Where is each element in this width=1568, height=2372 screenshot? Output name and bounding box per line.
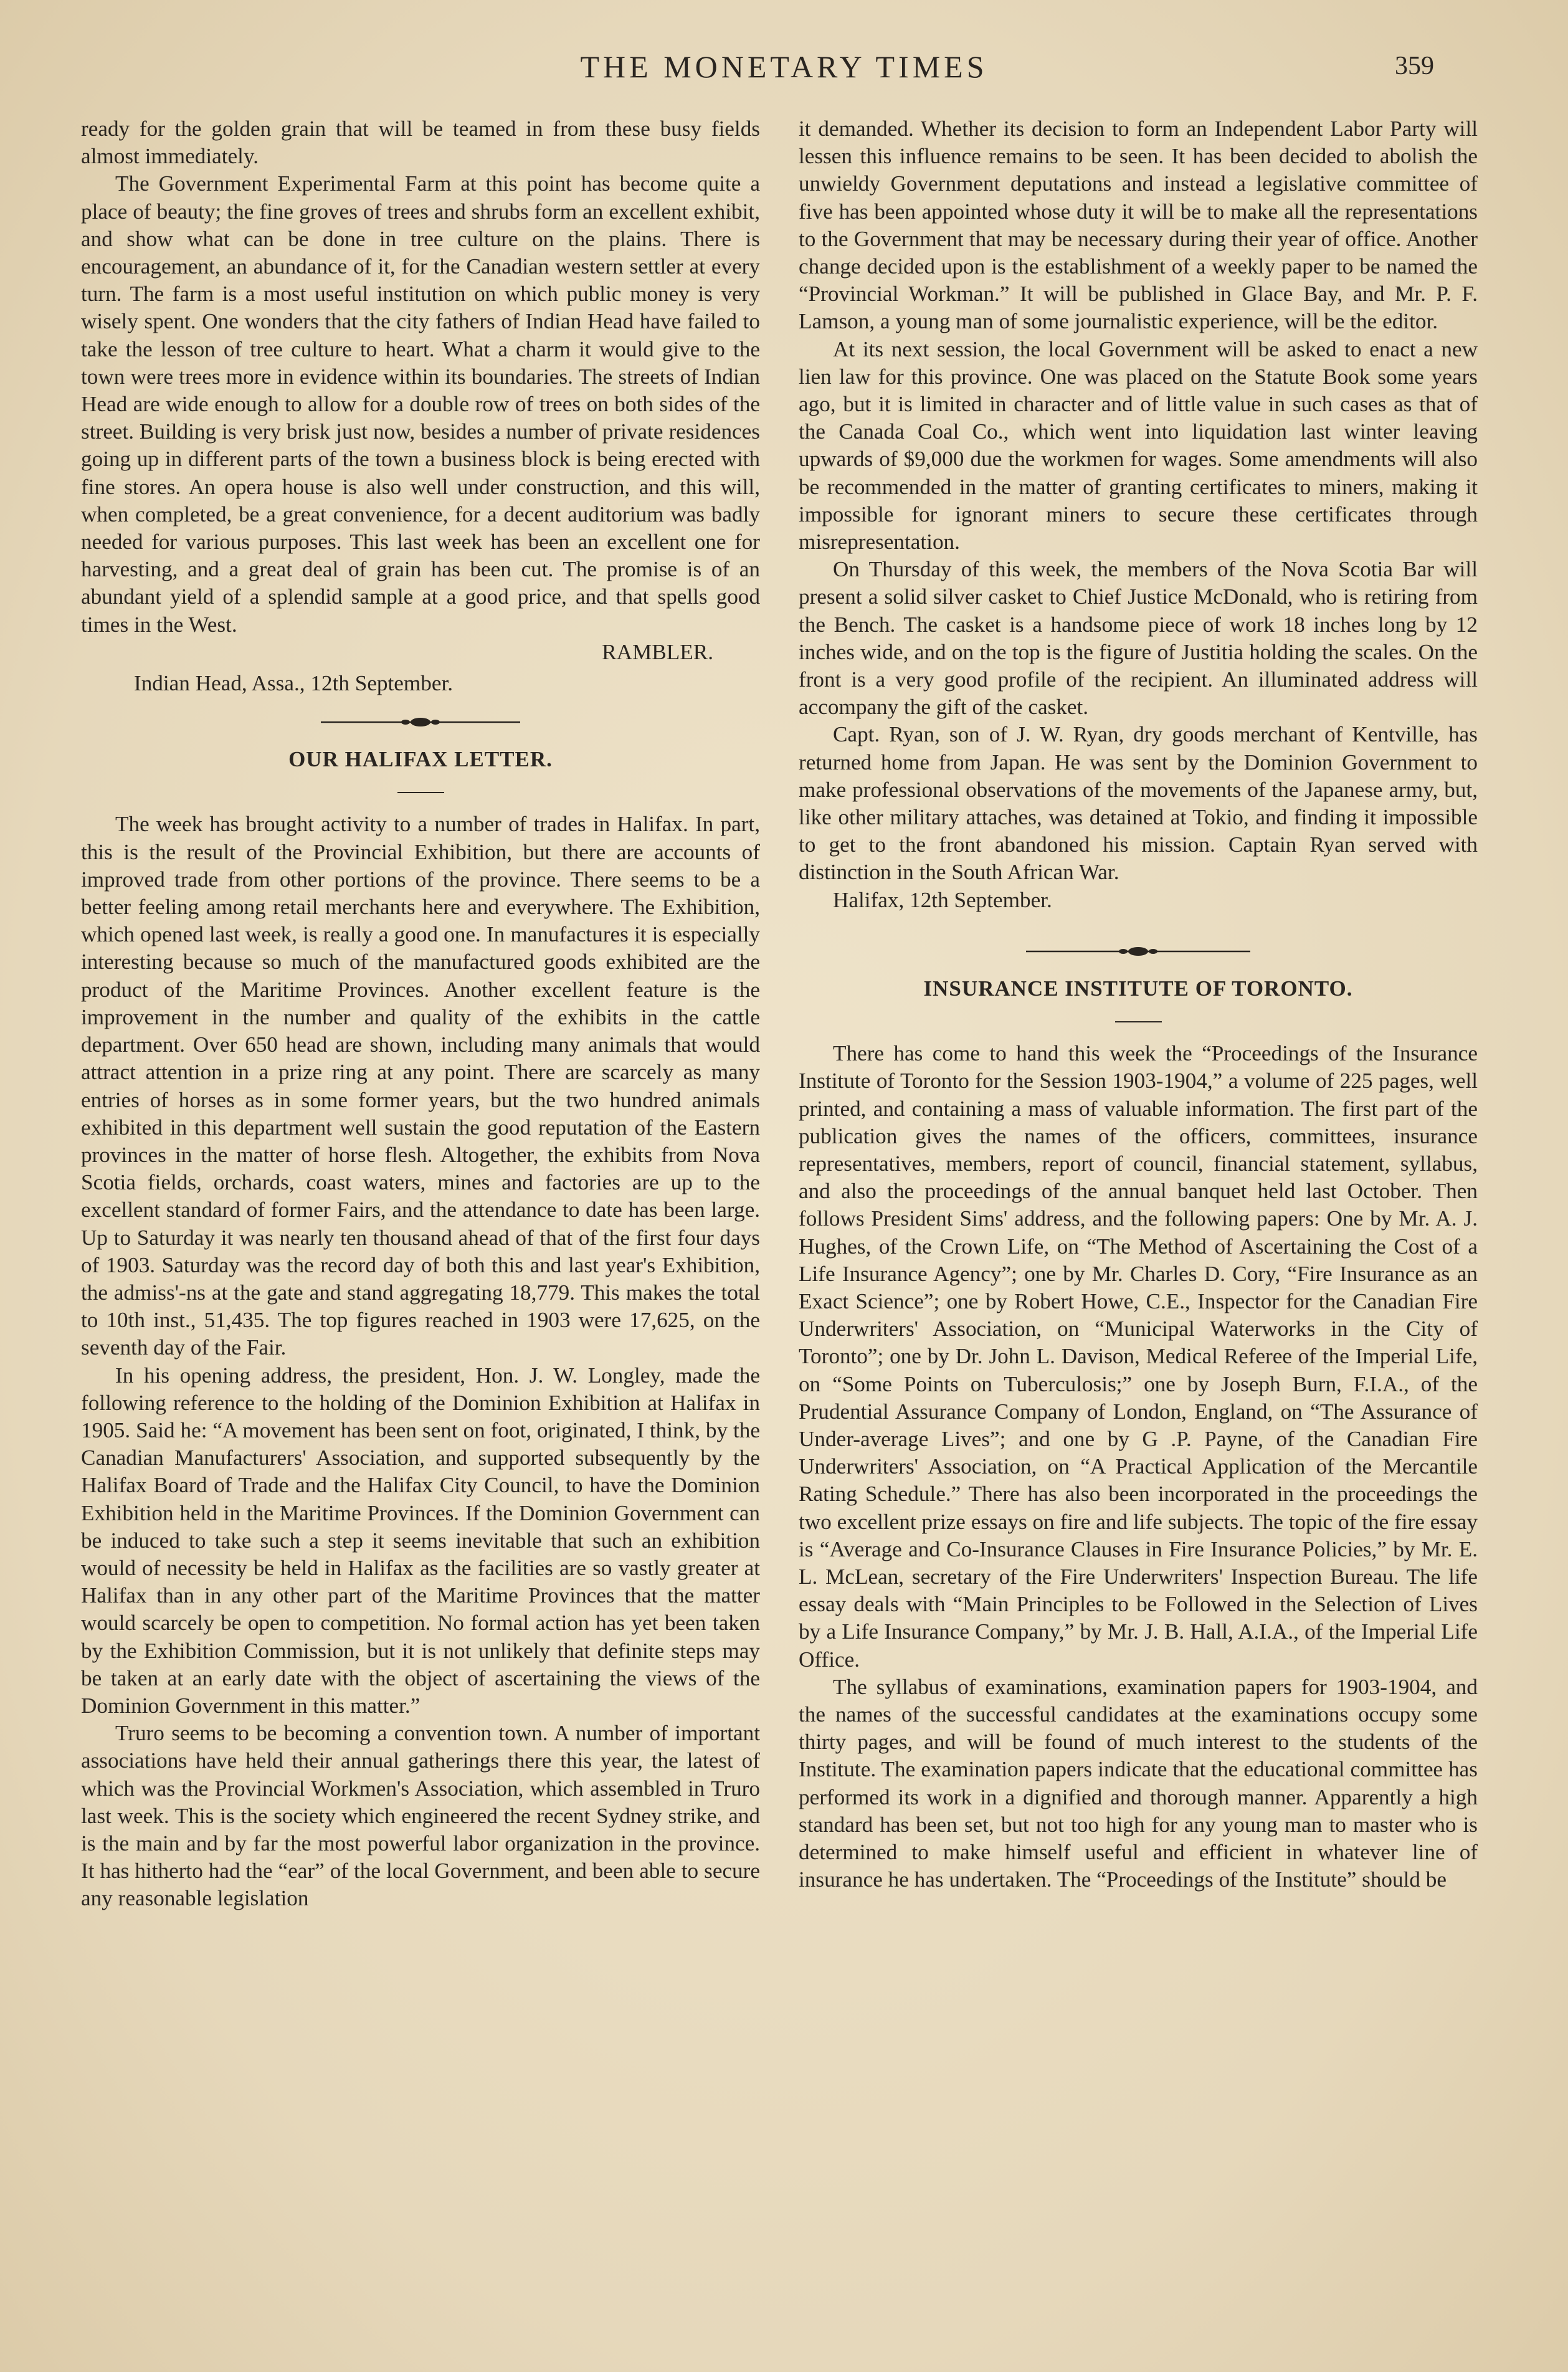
article-paragraph: There has come to hand this week the “Proceedings of the Insurance Institute of Toronto for the Session 1903-1904,” a volume of 225 pages, well printed, and containing a mass of valuable information. The first part of the publication gives the names of the officers, committees, insurance representatives, members, report of council, financial statement, syllabus, and also the proceedings of the annual banquet held last October. Then follows President Sims' address, and the following papers: One by Mr. A. J. Hughes, of the Crown Life, on “The Method of Ascertaining the Cost of a Life Insurance Agency”; one by Mr. Charles D. Cory, “Fire Insurance as an Exact Science”; one by Robert Howe, C.E., Inspector for the Canadian Fire Underwriters' Association, on “Municipal Waterworks in the City of Toronto”; one by Dr. John L. Davison, Medical Referee of the Imperial Life, on “Some Points on Tuberculosis;” one by Joseph Burn, F.I.A., of the Prudential Assurance Company of London, England, on “The Assurance of Under-average Lives”; and one by G .P. Payne, of the Canadian Fire Underwriters' Association, on “A Practical Application of the Mercantile Rating Schedule.” There has also been incorporated in the proceedings the two excellent prize essays on fire and life subjects. The topic of the fire essay is “Average and Co-Insurance Clauses in Fire Insurance Policies,” by Mr. E. L. McLean, secretary of the Fire Underwriters' Inspection Bureau. The life essay deals with “Main Principles to be Followed in the Selection of Lives by a Life Insurance Company,” by Mr. J. B. Hall, A.I.A., of the Imperial Life Office. (799, 1041, 1478, 1672)
article-paragraph: The week has brought activity to a number of trades in Halifax. In part, this is the result of the Provincial Exhibition, but there are accounts of improved trade from other portions of the province. There seems to be a better feeling among retail merchants here and everywhere. The Exhibition, which opened last week, is really a good one. In manufactures it is especially interesting because so much of the manufactured goods exhibited are the product of the Maritime Provinces. Another excellent feature is the improvement in the number and quality of the exhibits in the cattle department. Over 650 head are shown, including many animals that would attract attention in a prize ring at any point. There are scarcely as many entries of horses as in some former years, but the two hundred animals exhibited in this department well sustain the good reputation of the Eastern provinces in the matter of horse flesh. Altogether, the exhibits from Nova Scotia fields, orchards, coast waters, mines and factories are up to the excellent standard of former Fairs, and the attendance to date has been large. Up to Saturday it was nearly ten thousand ahead of that of the first four days of 1903. Saturday was the record day of both this and last year's Exhibition, the admiss'-ns at the gate and stand aggregating 18,779. This makes the total to 10th inst., 51,435. The top figures reached in 1903 were 17,625, on the seventh day of the Fair. (81, 812, 760, 1360)
section-divider-ornament (81, 711, 760, 733)
section-heading: INSURANCE INSTITUTE OF TORONTO. (923, 976, 1353, 1001)
left-column (81, 115, 760, 1913)
publication-title: THE MONETARY TIMES (580, 49, 988, 84)
running-header (0, 49, 1568, 98)
article-paragraph: it demanded. Whether its decision to form an Independent Labor Party will lessen this influence remains to be seen. It has been decided to abolish the unwieldy Government deputations and instead a legislative committee of five has been appointed whose duty it will be to make all the representations to the Government that may be necessary during their year of office. Another change decided upon is the establishment of a weekly paper to be named the “Provincial Workman.” It will be published in Glace Bay, and Mr. P. F. Lamson, a young man of some journalistic experience, will be the editor. (799, 117, 1478, 334)
article-paragraph: Capt. Ryan, son of J. W. Ryan, dry goods merchant of Kentville, has returned home from Japan. He was sent by the Dominion Government to make professional observations of the movements of the Japanese army, but, like other military attaches, was detained at Tokio, and finding it impossible to get to the front abandoned his mission. Captain Ryan served with distinction in the South African War. (799, 722, 1478, 885)
author-signature: RAMBLER. (602, 639, 713, 664)
heading-rule (397, 792, 444, 793)
ornament-rule-icon (1026, 945, 1250, 958)
article-dateline: Halifax, 12th September. (833, 887, 1052, 912)
article-paragraph: The syllabus of examinations, examination papers for 1903-1904, and the names of the successful candidates at the examinations occupy some thirty pages, and will be found of much interest to the students of the Institute. The examination papers indicate that the educational committee has performed its work in a dignified and thorough manner. Apparently a high standard has been set, but not too high for any young man to master who is determined to make himself useful and efficient in whatever line of insurance he has undertaken. The “Proceedings of the Institute” should be (799, 1674, 1478, 1892)
page-number: 359 (1395, 52, 1434, 80)
article-dateline: Indian Head, Assa., 12th September. (134, 671, 454, 696)
heading-rule (1115, 1021, 1162, 1022)
ornament-rule-icon (321, 716, 520, 728)
right-column (799, 115, 1478, 1893)
article-paragraph: At its next session, the local Government will be asked to enact a new lien law for this province. One was placed on the Statute Book some years ago, but it is limited in character and of little value in such cases as that of the Canada Coal Co., which went into liquidation last winter leaving upwards of $9,000 due the workmen for wages. Some amendments will also be recommended in the matter of granting certificates to miners, making it impossible for ignorant miners to secure these certificates through misrepresentation. (799, 336, 1478, 555)
section-divider-ornament (799, 940, 1478, 963)
section-heading: OUR HALIFAX LETTER. (288, 747, 553, 772)
article-paragraph: ready for the golden grain that will be teamed in from these busy fields almost immediately. (81, 117, 760, 169)
article-paragraph: On Thursday of this week, the members of the Nova Scotia Bar will present a solid silver casket to Chief Justice McDonald, who is retiring from the Bench. The casket is a handsome piece of work 18 inches long by 12 inches wide, and on the top is the figure of Justitia holding the scales. On the front is a very good profile of the recipient. An illuminated address will accompany the gift of the casket. (799, 557, 1478, 720)
article-paragraph: The Government Experimental Farm at this point has become quite a place of beauty; the fine groves of trees and shrubs form an excellent exhibit, and show what can be done in tree culture on the plains. There is encouragement, an abundance of it, for the Canadian western settler at every turn. The farm is a most useful institution on which public money is very wisely spent. One wonders that the city fathers of Indian Head have failed to take the lesson of tree culture to heart. What a charm it would give to the town were trees more in evidence within its boundaries. The streets of Indian Head are wide enough to allow for a double row of trees on both sides of the street. Building is very brisk just now, besides a number of private residences going up in different parts of the town a business block is being erected with fine stores. An opera house is also well under construction, and this will, when completed, be a great convenience, for a decent auditorium was badly needed for various purposes. This last week has been an excellent one for harvesting, and a great deal of grain has been cut. The promise is of an abundant yield of a splendid sample at a good price, and that spells good times in the West. (81, 171, 760, 637)
article-paragraph: Truro seems to be becoming a convention town. A number of important associations have held their annual gatherings there this year, the latest of which was the Provincial Workmen's Association, which assembled in Truro last week. This is the society which engineered the recent Sydney strike, and is the main and by far the most powerful labor organization in the province. It has hitherto had the “ear” of the local Government, and been able to secure any reasonable legislation (81, 1721, 760, 1911)
article-paragraph: In his opening address, the president, Hon. J. W. Longley, made the following reference to the holding of the Dominion Exhibition at Halifax in 1905. Said he: “A movement has been sent on foot, originated, I think, by the Canadian Manufacturers' Association, and supported subsequently by the Halifax Board of Trade and the Halifax City Council, to have the Dominion Exhibition held in the Maritime Provinces. If the Dominion Government can be induced to take such a step it seems inevitable that such an exhibition would of necessity be held in Halifax as the facilities are so vastly greater at Halifax than in any other part of the Maritime Provinces that the matter would scarcely be open to competition. No formal action has yet been taken by the Exhibition Commission, but it is not unlikely that definite steps may be taken at an early date with the object of ascertaining the views of the Dominion Government in this matter.” (81, 1363, 760, 1718)
